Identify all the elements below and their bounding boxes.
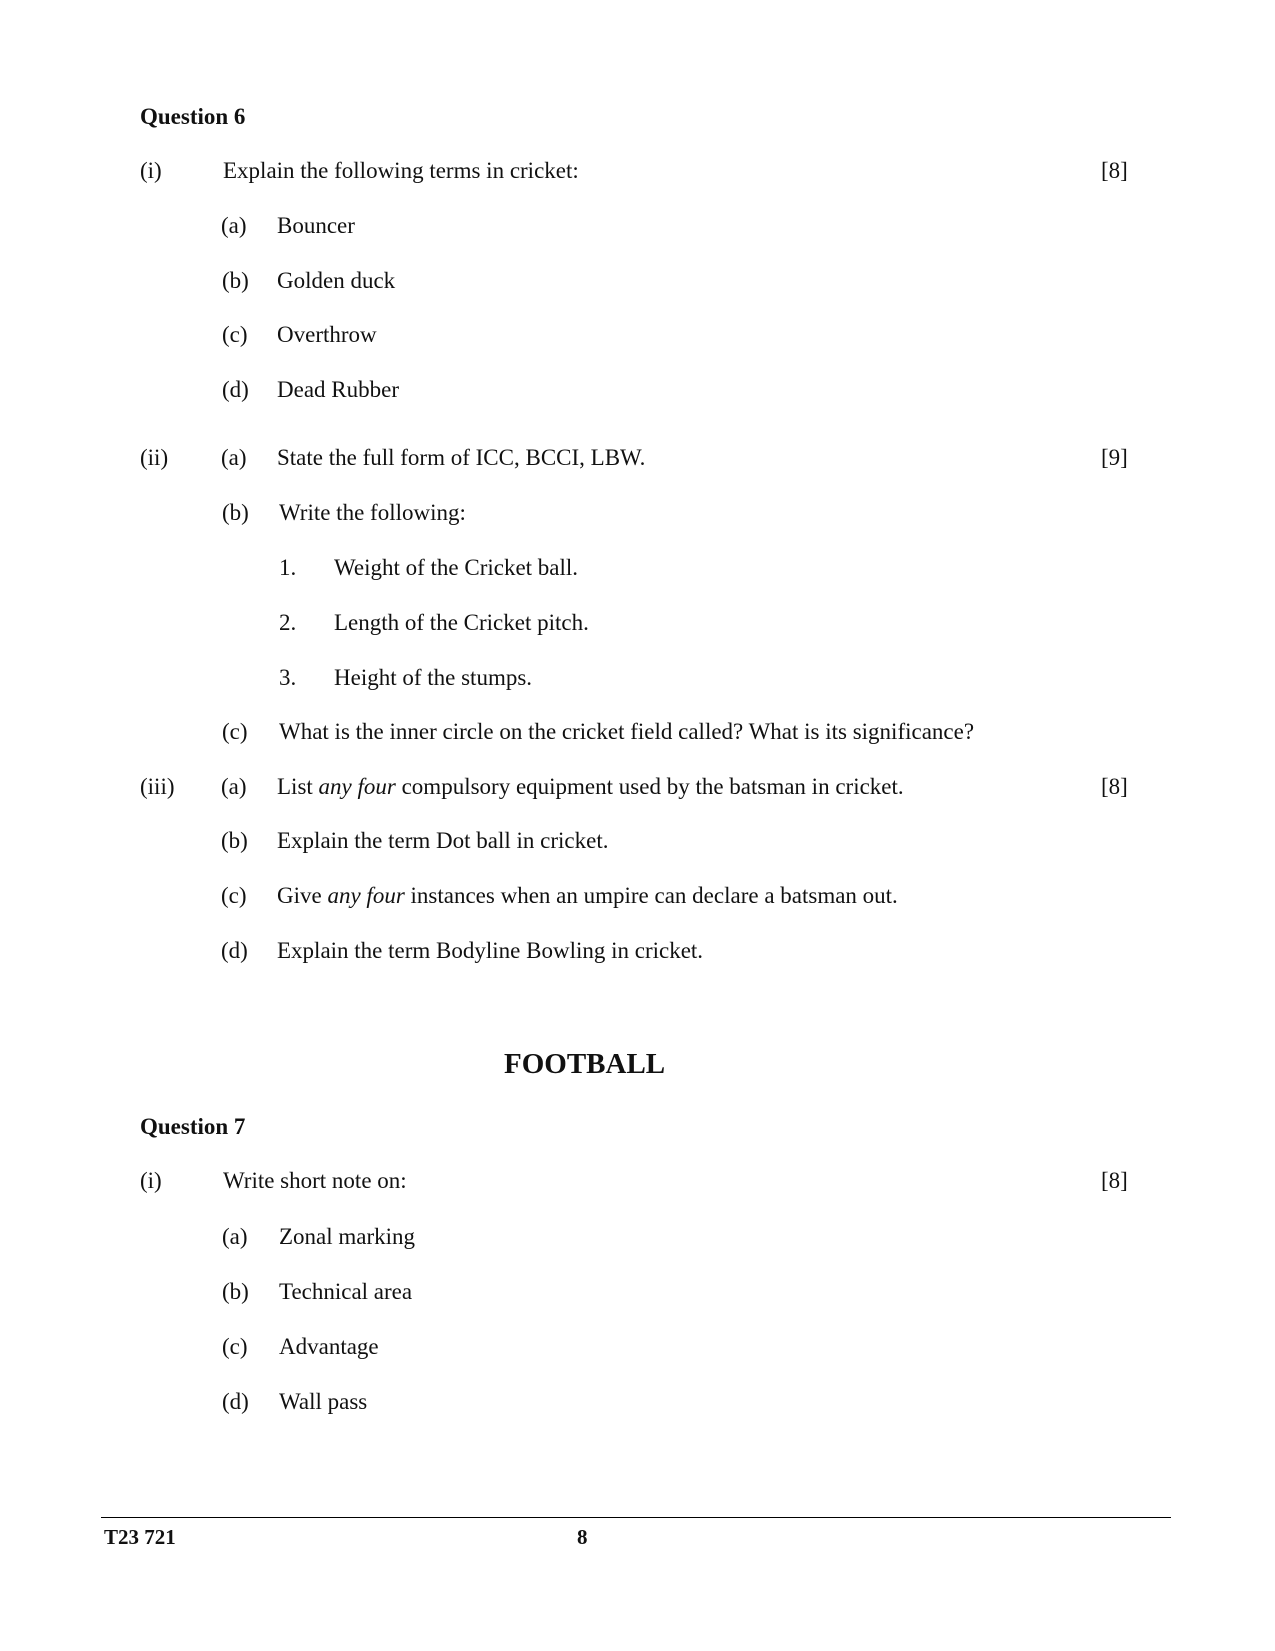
q6-part-i-number: (i): [140, 158, 162, 183]
q7-i-item-text: Wall pass: [279, 1389, 368, 1414]
q6-ii-sub-text: Height of the stumps.: [334, 665, 533, 690]
q6-ii-sub-text: Weight of the Cricket ball.: [334, 555, 579, 580]
q6-i-item-label: (a): [221, 213, 247, 238]
paper-code: T23 721: [104, 1525, 176, 1549]
q6-part-iii-number: (iii): [140, 774, 175, 799]
q6-i-item-label: (b): [222, 268, 249, 293]
q6-iii-b-label: (b): [221, 828, 248, 853]
q6-ii-c-text: What is the inner circle on the cricket field called? What is its significance?: [279, 719, 975, 744]
q6-ii-sub-text: Length of the Cricket pitch.: [334, 610, 589, 635]
q7-i-item-label: (d): [222, 1389, 249, 1414]
q7-part-i-number: (i): [140, 1168, 162, 1193]
q6-part-i-marks: [8]: [1101, 158, 1128, 183]
q6-i-item-text: Bouncer: [277, 213, 355, 238]
q7-i-item-text: Technical area: [279, 1279, 413, 1304]
q7-i-item-text: Zonal marking: [279, 1224, 416, 1249]
q6-iii-a-text: List any four compulsory equipment used by the batsman in cricket.: [277, 774, 904, 799]
page-number: 8: [577, 1525, 588, 1549]
q6-iii-b-text: Explain the term Dot ball in cricket.: [277, 828, 609, 853]
q6-part-ii-number: (ii): [140, 445, 169, 470]
q6-i-item-text: Dead Rubber: [277, 377, 399, 402]
q6-iii-c-text: Give any four instances when an umpire can declare a batsman out.: [277, 883, 898, 908]
q7-part-i-text: Write short note on:: [223, 1168, 407, 1193]
q6-ii-sub-label: 1.: [279, 555, 297, 580]
question-6-title: Question 6: [140, 104, 246, 129]
q6-part-ii-marks: [9]: [1101, 445, 1128, 470]
q6-iii-d-text: Explain the term Bodyline Bowling in cricket.: [277, 938, 704, 963]
q6-ii-sub-label: 3.: [279, 665, 297, 690]
q6-ii-b-text: Write the following:: [279, 500, 466, 525]
q6-iii-c-label: (c): [221, 883, 247, 908]
q6-iii-a-label: (a): [221, 774, 247, 799]
q6-ii-a-text: State the full form of ICC, BCCI, LBW.: [277, 445, 646, 470]
q7-i-item-label: (c): [222, 1334, 248, 1359]
q7-part-i-marks: [8]: [1101, 1168, 1128, 1193]
q6-ii-c-label: (c): [222, 719, 248, 744]
footer-rule: [101, 1517, 1171, 1518]
question-7-title: Question 7: [140, 1114, 246, 1139]
q6-i-item-text: Overthrow: [277, 322, 377, 347]
q7-i-item-label: (b): [222, 1279, 249, 1304]
section-title: FOOTBALL: [504, 1048, 666, 1080]
q6-part-i-text: Explain the following terms in cricket:: [223, 158, 579, 183]
q6-i-item-text: Golden duck: [277, 268, 396, 293]
q7-i-item-label: (a): [222, 1224, 248, 1249]
q6-i-item-label: (c): [222, 322, 248, 347]
q6-ii-a-label: (a): [221, 445, 247, 470]
q6-i-item-label: (d): [222, 377, 249, 402]
q6-ii-sub-label: 2.: [279, 610, 297, 635]
q6-iii-d-label: (d): [221, 938, 248, 963]
q6-part-iii-marks: [8]: [1101, 774, 1128, 799]
q7-i-item-text: Advantage: [279, 1334, 379, 1359]
q6-ii-b-label: (b): [222, 500, 249, 525]
